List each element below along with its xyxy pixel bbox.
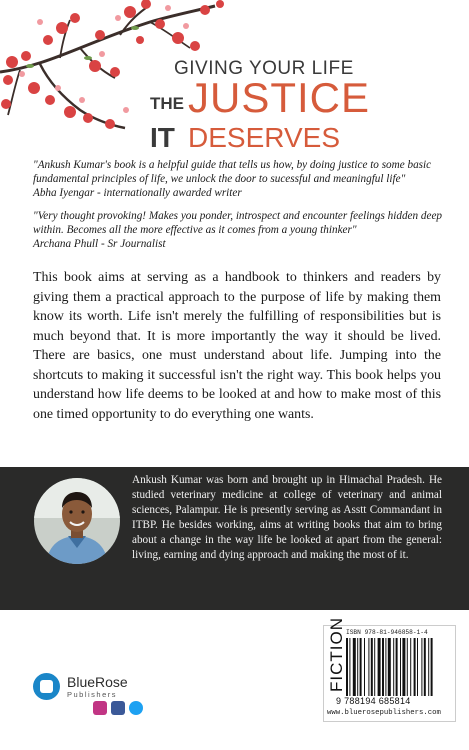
- title-justice: JUSTICE: [188, 74, 371, 121]
- instagram-icon[interactable]: [93, 701, 107, 715]
- publisher-logo: [33, 673, 173, 703]
- bluerose-logo-icon: [33, 673, 60, 700]
- twitter-icon[interactable]: [129, 701, 143, 715]
- quote-author: Abha Iyengar - internationally awarded writer: [33, 187, 242, 199]
- quote-author: Archana Phull - Sr Journalist: [33, 238, 166, 250]
- publisher-sub: Publishers: [67, 690, 118, 699]
- book-blurb: This book aims at serving as a handbook to thinkers and readers by giving them a practical approach to the purpose of life by making them know its worth. Life isn't merely the fulfilling of responsibilities but is much beyond that. It is more importantly the way it should be lived. There are basics, one must understand about life. Jumping into the shortcuts to making it successful isn't the right way. This book helps you understand how life deems to be looked at and how to make most of this one timed opportunity to do everything one wants.: [33, 270, 441, 422]
- isbn-barcode: [346, 638, 450, 696]
- review-quote-2: [33, 209, 448, 251]
- title-the: THE: [150, 94, 184, 113]
- quote-text: "Ankush Kumar's book is a helpful guide that tells us how, by doing justice to some basic fundamental principles of life, we unlock the door to sucessful and meaningful life": [33, 159, 432, 185]
- title-it: IT: [150, 122, 175, 153]
- review-quote-1: [33, 158, 448, 200]
- quote-text: "Very thought provoking! Makes you ponder, introspect and encounter feelings hidden deep within. Becomes all the more effective as it comes from a young thinker": [33, 210, 443, 236]
- social-icons: [93, 701, 143, 717]
- isbn-digits: 9 788194 685814: [336, 696, 411, 706]
- genre-label: FICTION: [327, 617, 346, 692]
- isbn-text: ISBN 978-81-946858-1-4: [346, 629, 428, 636]
- publisher-name: BlueRose: [67, 674, 128, 690]
- title-line-1: GIVING YOUR LIFE: [174, 58, 354, 79]
- title-deserves: DESERVES: [188, 122, 340, 153]
- publisher-website: www.bluerosepublishers.com: [327, 709, 441, 717]
- author-photo: [34, 478, 120, 564]
- facebook-icon[interactable]: [111, 701, 125, 715]
- author-bio: Ankush Kumar was born and brought up in Himachal Pradesh. He studied veterinary medicine at college of veterinary and animal sciences, Palampur. He is presently serving as Asstt Commandant in ITBP. He besides working, aims at writing books that aim to bring about a change in the way life be looked at apart from the general: living, earning and dying approach and making the most of it.: [132, 474, 442, 561]
